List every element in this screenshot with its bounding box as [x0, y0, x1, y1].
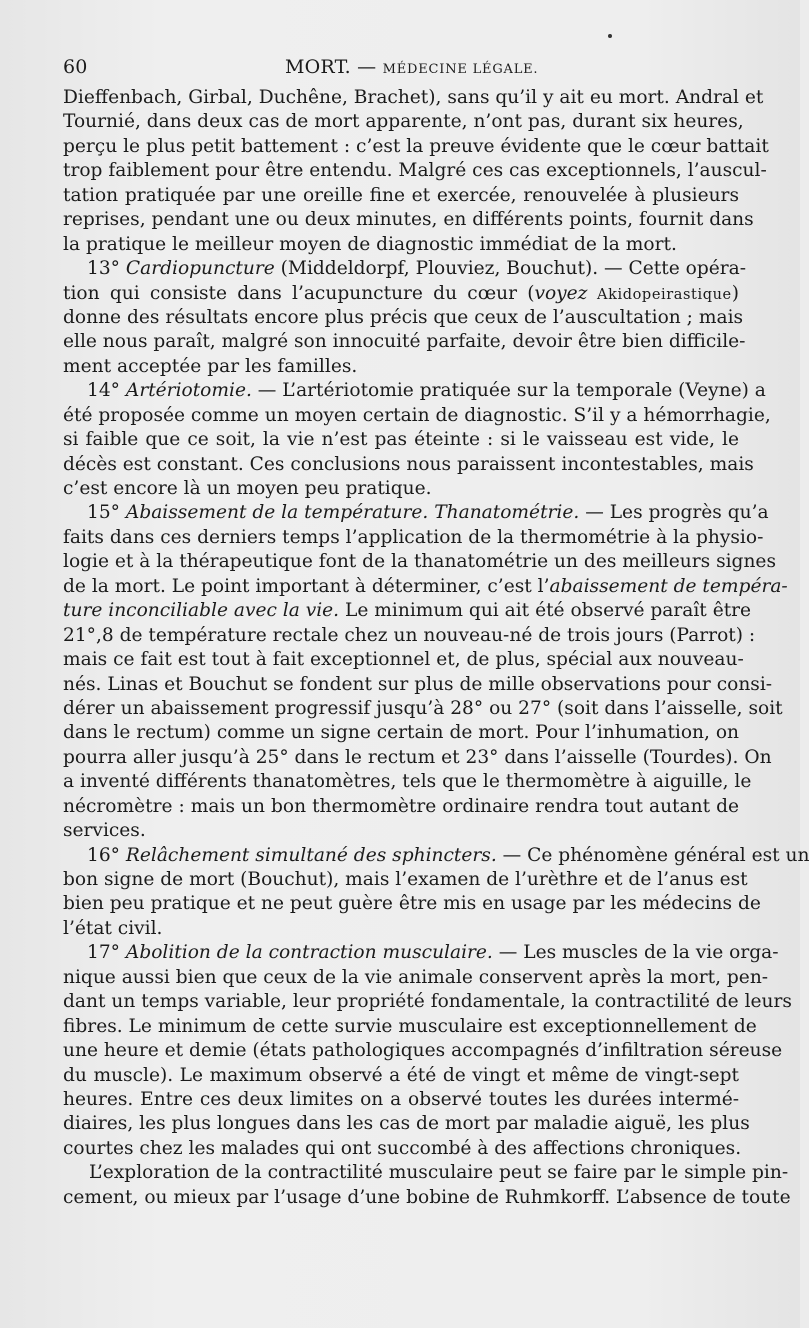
- section-text: (Middeldorpf, Plouviez, Bouchut). — Cette opéra-: [274, 258, 746, 280]
- ink-speck: [608, 34, 612, 38]
- small-caps-run: Akidopeirastique: [587, 286, 732, 303]
- text-line: bon signe de mort (Bouchut), mais l’examen de l’urèthre et de l’anus est: [63, 869, 748, 890]
- running-title-dash: —: [350, 56, 383, 78]
- page-number: 60: [63, 56, 88, 78]
- section-heading: Cardiopuncture: [125, 258, 275, 280]
- text-line: du muscle). Le maximum observé a été de vingt et même de vingt-sept: [63, 1064, 739, 1086]
- section-number: 13°: [87, 258, 120, 280]
- text-line: ment acceptée par les familles.: [63, 355, 358, 377]
- paragraph-start-line: L’exploration de la contractilité musculaire peut se faire par le simple pin-: [89, 1162, 789, 1184]
- text-line: bien peu pratique et ne peut guère être mis en usage par les médecins de: [63, 893, 761, 915]
- italic-run: ture inconciliable avec la vie.: [63, 600, 340, 622]
- section-number: 14°: [87, 380, 120, 402]
- text-line: [63, 599, 752, 623]
- text-line: l’état civil.: [63, 917, 163, 939]
- section-text: — L’artériotomie pratiquée sur la temporale (Veyne) a: [251, 380, 766, 402]
- running-title-main: MORT.: [285, 56, 351, 78]
- section-text: — Ce phénomène général est un: [496, 844, 809, 866]
- text-run: Le minimum qui ait été observé paraît être: [339, 600, 752, 622]
- italic-run: voyez: [534, 282, 588, 304]
- section-heading: Relâchement simultané des sphincters.: [125, 844, 497, 866]
- text-line: perçu le plus petit battement : c’est la preuve évidente que le cœur battait: [63, 135, 769, 157]
- text-line: elle nous paraît, malgré son innocuité parfaite, devoir être bien difficile-: [63, 331, 746, 353]
- text-line: dérer un abaissement progressif jusqu’à 28° ou 27° (soit dans l’aisselle, soit: [63, 697, 783, 719]
- section-text: — Les progrès qu’a: [579, 502, 769, 524]
- section-16-line: [63, 844, 809, 868]
- text-run: tion qui consiste dans l’acupuncture du cœur (: [63, 282, 535, 304]
- text-run: de la mort. Le point important à déterminer, c’est l’: [63, 575, 550, 597]
- text-line: [63, 282, 739, 306]
- text-line: Tournié, dans deux cas de mort apparente, n’ont pas, durant six heures,: [63, 111, 744, 133]
- text-line: été proposée comme un moyen certain de diagnostic. S’il y a hémorrhagie,: [63, 404, 771, 426]
- section-heading: Artériotomie.: [125, 380, 252, 402]
- section-13-line: [63, 257, 746, 281]
- section-number: 17°: [87, 942, 120, 964]
- text-line: mais ce fait est tout à fait exceptionnel et, de plus, spécial aux nouveau-: [63, 649, 744, 671]
- section-number: 16°: [87, 844, 120, 866]
- text-line: reprises, pendant une ou deux minutes, en différents points, fournit dans: [63, 209, 754, 231]
- section-14-line: [63, 379, 766, 403]
- text-line: services.: [63, 820, 146, 842]
- running-title: [285, 56, 538, 78]
- running-head: [63, 56, 743, 82]
- text-line: dans le rectum) comme un signe certain de mort. Pour l’inhumation, on: [63, 722, 740, 744]
- text-line: donne des résultats encore plus précis que ceux de l’auscultation ; mais: [63, 306, 744, 328]
- text-line: dant un temps variable, leur propriété fondamentale, la contractilité de leurs: [63, 991, 792, 1013]
- text-line: tation pratiquée par une oreille fine et exercée, renouvelée à plusieurs: [63, 184, 739, 206]
- text-line: nés. Linas et Bouchut se fondent sur plus de mille observations pour consi-: [63, 673, 773, 695]
- text-line: [63, 575, 788, 599]
- text-line: la pratique le meilleur moyen de diagnostic immédiat de la mort.: [63, 233, 677, 255]
- text-line: trop faiblement pour être entendu. Malgré ces cas exceptionnels, l’auscul-: [63, 160, 767, 182]
- text-line: heures. Entre ces deux limites on a observé toutes les durées intermé-: [63, 1088, 739, 1110]
- text-line: une heure et demie (états pathologiques accompagnés d’infiltration séreuse: [63, 1040, 783, 1062]
- text-line: Dieffenbach, Girbal, Duchêne, Brachet), sans qu’il y ait eu mort. Andral et: [63, 87, 764, 108]
- section-text: — Les muscles de la vie orga-: [492, 942, 779, 964]
- section-heading: Abaissement de la température. Thanatométrie.: [125, 502, 580, 524]
- text-line: 21°,8 de température rectale chez un nouveau-né de trois jours (Parrot) :: [63, 624, 756, 646]
- text-line: nécromètre : mais un bon thermomètre ordinaire rendra tout autant de: [63, 795, 739, 817]
- section-heading: Abolition de la contraction musculaire.: [125, 942, 493, 964]
- text-line: faits dans ces derniers temps l’application de la thermométrie à la physio-: [63, 526, 764, 548]
- text-line: nique aussi bien que ceux de la vie animale conservent après la mort, pen-: [63, 966, 769, 988]
- text-line: pourra aller jusqu’à 25° dans le rectum et 23° dans l’aisselle (Tourdes). On: [63, 746, 772, 768]
- text-line: logie et à la thérapeutique font de la thanatométrie un des meilleurs signes: [63, 551, 776, 573]
- text-line: si faible que ce soit, la vie n’est pas éteinte : si le vaisseau est vide, le: [63, 429, 739, 451]
- text-line: diaires, les plus longues dans les cas de mort par maladie aiguë, les plus: [63, 1113, 750, 1135]
- section-number: 15°: [87, 502, 120, 524]
- text-line: c’est encore là un moyen peu pratique.: [63, 478, 432, 499]
- text-line: décès est constant. Ces conclusions nous paraissent incontestables, mais: [63, 453, 754, 475]
- section-15-line: [63, 501, 769, 525]
- text-run: ): [731, 282, 739, 304]
- section-17-line: [63, 941, 779, 965]
- body-text: [63, 86, 809, 1210]
- italic-run: abaissement de tempéra-: [549, 575, 788, 597]
- text-line: fibres. Le minimum de cette survie musculaire est exceptionnellement de: [63, 1015, 757, 1037]
- text-line: a inventé différents thanatomètres, tels que le thermomètre à aiguille, le: [63, 771, 752, 793]
- text-line: cement, ou mieux par l’usage d’une bobine de Ruhmkorff. L’absence de toute: [63, 1186, 791, 1208]
- text-line: courtes chez les malades qui ont succombé à des affections chroniques.: [63, 1137, 742, 1159]
- running-title-sub: MÉDECINE LÉGALE.: [382, 62, 539, 77]
